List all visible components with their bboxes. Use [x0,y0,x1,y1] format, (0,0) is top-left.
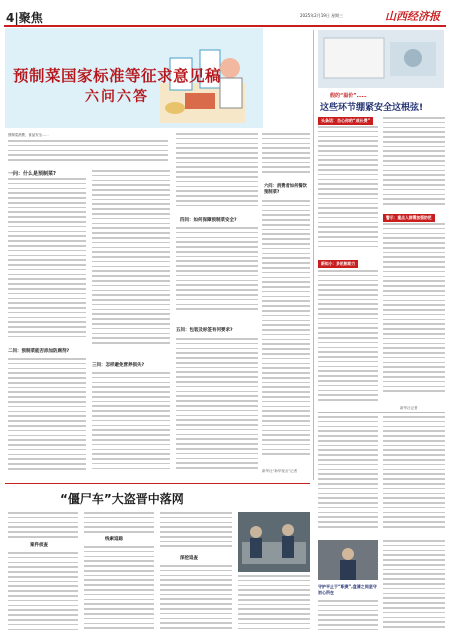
main-story-intro: 预制菜消费、食品安全…… [8,133,49,137]
side-photo [318,540,378,580]
right-section-1: 头条话：当心你的“成长费” [318,117,373,125]
bottom-subhead-3: 深挖追查 [180,556,198,561]
right-col-a-text-2 [318,270,378,410]
column-divider-main [313,30,314,480]
question-6-heading: 六问：消费者如何餐饮预制菜? [264,184,307,195]
right-story-bottom-rule [318,412,445,413]
question-5-heading: 五问：包装及标签有何要求? [176,328,233,333]
main-story-banner [5,28,263,128]
right-story-byline: 新华社记者 [400,406,418,410]
bottom-col-1 [8,512,78,540]
bottom-subhead-1: 案件侦查 [30,543,48,548]
page-section-label: 4|聚焦 [6,11,43,25]
bottom-col-2 [84,512,154,534]
right-col-lower-b [383,416,445,536]
right-story-title: 这些环节绷紧安全这根弦! [320,103,424,113]
right-col-lower-a [318,416,378,536]
column-3-text-c [176,338,258,476]
question-2-heading: 二问：预制菜能否添加防腐剂? [8,349,70,354]
right-col-b-text [383,117,445,212]
right-col-a-text [318,126,378,256]
bottom-col-3b [160,565,232,633]
column-1-text [8,178,86,343]
masthead: 山西经济报 [385,10,440,23]
column-1-text-b [8,358,86,476]
bottom-col-1b [8,552,78,634]
header-rule [4,25,446,27]
main-story-subtitle: 六问六答 [85,89,149,105]
question-4-heading: 四问：如何保障预制菜安全? [180,218,237,223]
right-story-kicker: 假的“溢价”…… [330,93,367,99]
column-3-text-b [176,227,258,317]
question-3-heading: 三问：怎样避免营养损失? [92,363,145,368]
date-line: 2025年2月19日 星期三 [300,13,344,18]
column-4-text-b [262,200,310,468]
right-section-3: 新知小：多机制助力 [318,260,358,268]
side-story-text [318,600,378,634]
column-2-text-b [92,372,170,476]
bottom-story-rule [5,483,310,484]
intro-text-lines [8,140,168,166]
bottom-story-title: “僵尸车”大盗晋中落网 [60,492,184,506]
main-story-title: 预制菜国家标准等征求意见稿 [13,67,222,85]
bottom-col-3 [160,512,232,552]
side-story-text-b [383,540,445,634]
bottom-subhead-2: 线索追踪 [105,537,123,542]
column-3-text [176,133,258,213]
question-1-heading: 一问：什么是预制菜? [8,171,56,177]
side-story-title: 守护平止于“职责”,盘清之间坚守初心所在 [318,584,377,595]
main-story-byline: 新华社“新华视点”记者 [262,469,298,473]
column-4-text [262,133,310,178]
column-2-text [92,170,170,355]
bottom-photo-caption [238,575,310,633]
right-story-image [318,30,444,88]
bottom-col-2b [84,546,154,634]
right-col-b-text-2 [383,223,445,403]
right-section-2: 警示：重点人群需加强防范 [383,214,435,222]
bottom-story-photo [238,512,310,572]
